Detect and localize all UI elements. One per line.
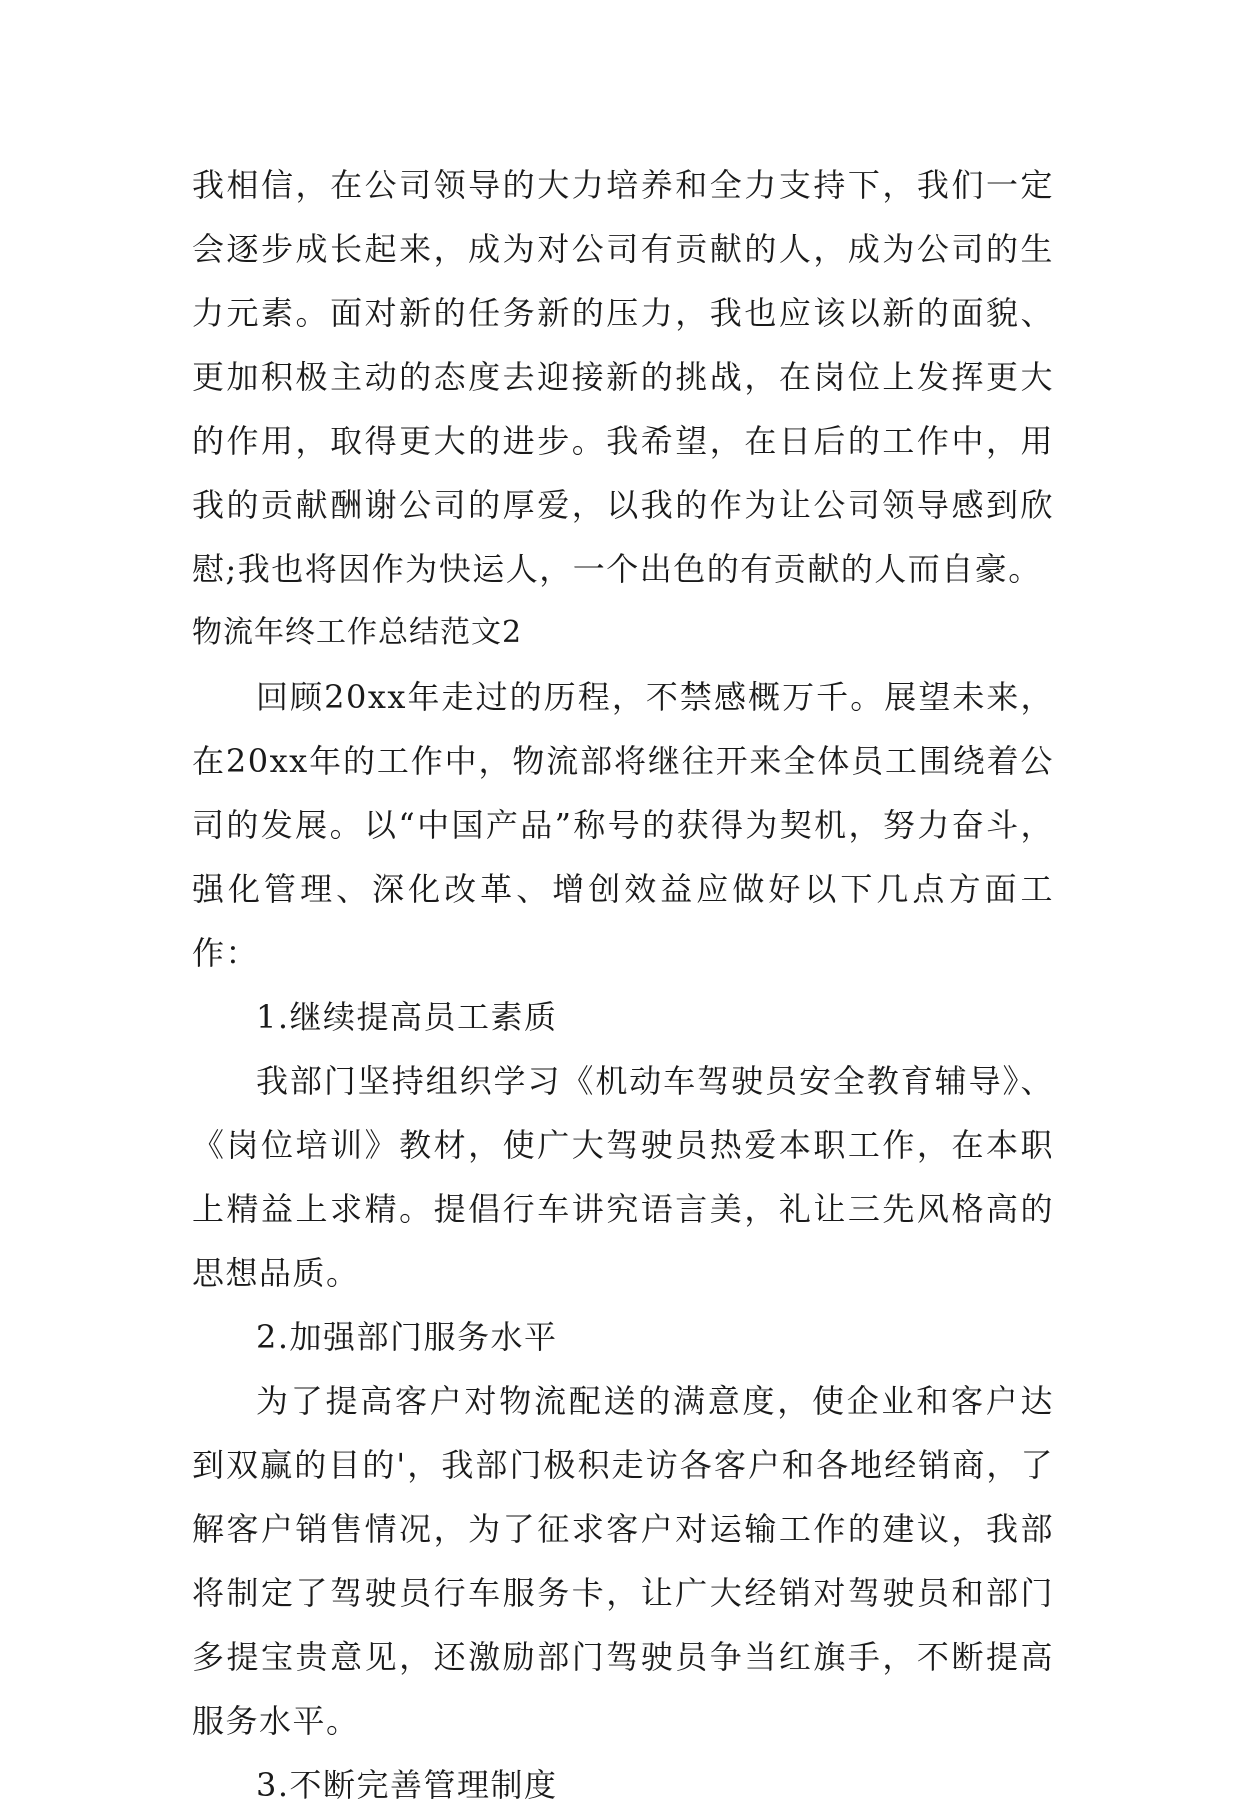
paragraph-closing: 我相信，在公司领导的大力培养和全力支持下，我们一定会逐步成长起来，成为对公司有贡献的人，成为公司的生力元素。面对新的任务新的压力，我也应该以新的面貌、更加积极主动的态度去迎接新的挑战，在岗位上发挥更大的作用，取得更大的进步。我希望，在日后的工作中，用我的贡献酬谢公司的厚爱，以我的作为让公司领导感到欣慰;我也将因作为快运人，一个出色的有贡献的人而自豪。	[192, 166, 1054, 588]
item-2-title: 2.加强部门服务水平	[256, 1318, 558, 1356]
document-body	[192, 153, 1054, 1817]
item-3-title: 3.不断完善管理制度	[256, 1766, 558, 1804]
paragraph-intro: 回顾20xx年走过的历程，不禁感概万千。展望未来，在20xx年的工作中，物流部将继往开来全体员工围绕着公司的发展。以“中国产品”称号的获得为契机，努力奋斗，强化管理、深化改革、增创效益应做好以下几点方面工作：	[192, 678, 1054, 972]
section-title: 物流年终工作总结范文2	[192, 615, 523, 650]
item-1-title: 1.继续提高员工素质	[256, 998, 558, 1036]
item-1-body: 我部门坚持组织学习《机动车驾驶员安全教育辅导》、《岗位培训》教材，使广大驾驶员热爱本职工作，在本职上精益上求精。提倡行车讲究语言美，礼让三先风格高的思想品质。	[192, 1062, 1054, 1292]
item-2-body: 为了提高客户对物流配送的满意度，使企业和客户达到双赢的目的'，我部门极积走访各客户和各地经销商，了解客户销售情况，为了征求客户对运输工作的建议，我部将制定了驾驶员行车服务卡，让广大经销对驾驶员和部门多提宝贵意见，还激励部门驾驶员争当红旗手，不断提高服务水平。	[192, 1382, 1054, 1740]
